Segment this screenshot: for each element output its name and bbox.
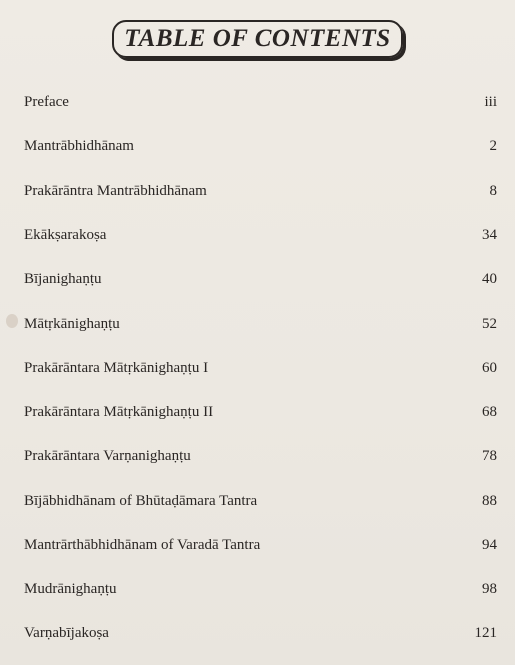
toc-entry-label: Mantrārthābhidhānam of Varadā Tantra [24, 537, 261, 553]
toc-entry-label: Varṇabījakoṣa [24, 625, 109, 641]
toc-entry-page: 68 [482, 404, 497, 420]
toc-entry[interactable] [24, 623, 497, 643]
toc-entry[interactable] [24, 402, 497, 422]
toc-entry-label: Prakārāntara Varṇanighaṇṭu [24, 448, 191, 464]
toc-entry-label: Mātṛkānighaṇṭu [24, 316, 120, 332]
toc-entry[interactable] [24, 181, 497, 201]
toc-entry-label: Ekākṣarakoṣa [24, 227, 107, 243]
toc-entry-page: 94 [482, 537, 497, 553]
toc-entry-label: Bījanighaṇṭu [24, 271, 102, 287]
toc-entry[interactable] [24, 225, 497, 245]
toc-entry[interactable] [24, 269, 497, 289]
toc-entry-page: 8 [489, 183, 497, 199]
toc-entry[interactable] [24, 491, 497, 511]
toc-entry[interactable] [24, 358, 497, 378]
toc-entry-label: Prakārāntra Mantrābhidhānam [24, 183, 207, 199]
toc-entry[interactable] [24, 92, 497, 112]
toc-entry-page: iii [484, 94, 497, 110]
toc-entry-page: 88 [482, 493, 497, 509]
toc-entry-page: 98 [482, 581, 497, 597]
toc-entry-page: 121 [474, 625, 497, 641]
page-title: TABLE OF CONTENTS [112, 20, 402, 58]
toc-entry-label: Mantrābhidhānam [24, 138, 134, 154]
toc-entry-label: Preface [24, 94, 69, 110]
paper-speck [6, 314, 18, 328]
toc-entry-label: Bījābhidhānam of Bhūtaḍāmara Tantra [24, 493, 258, 509]
toc-entry-page: 40 [482, 271, 497, 287]
toc-entry-label: Prakārāntara Mātṛkānighaṇṭu I [24, 360, 209, 376]
toc-entry[interactable] [24, 535, 497, 555]
toc-entry-page: 52 [482, 316, 497, 332]
toc-entry-label: Prakārāntara Mātṛkānighaṇṭu II [24, 404, 214, 420]
toc-entry-page: 2 [489, 138, 497, 154]
toc-entry[interactable] [24, 136, 497, 156]
title-area [0, 20, 515, 58]
toc-entry-page: 34 [482, 227, 497, 243]
toc-entry[interactable] [24, 579, 497, 599]
toc-entry[interactable] [24, 446, 497, 466]
toc-entry-page: 78 [482, 448, 497, 464]
toc-entry-label: Mudrānighaṇṭu [24, 581, 117, 597]
toc-entry-page: 60 [482, 360, 497, 376]
toc-entry[interactable] [24, 314, 497, 334]
